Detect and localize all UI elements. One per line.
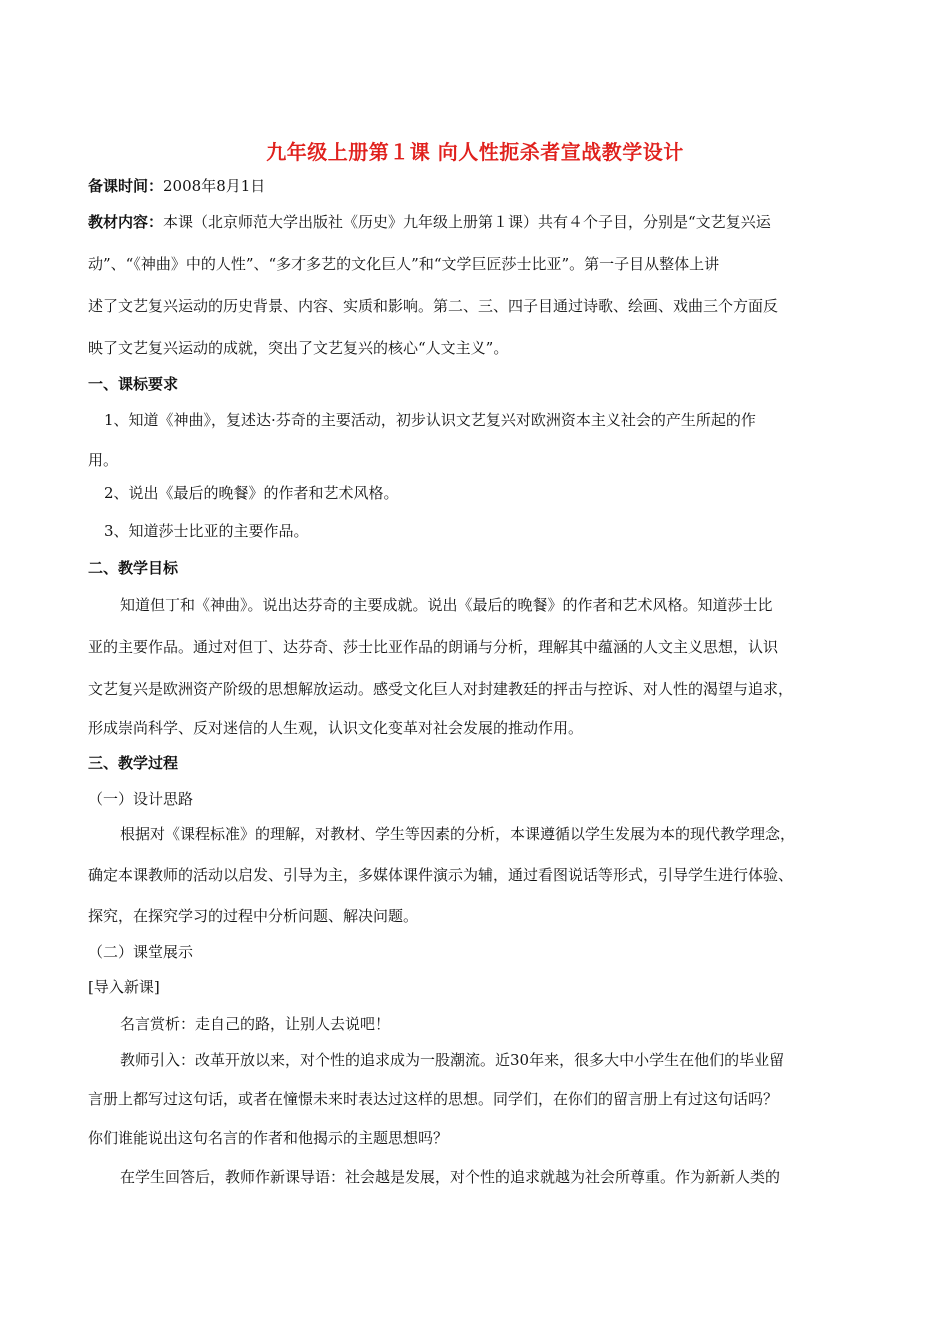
design-line-3: 探究，在探究学习的过程中分析问题、解决问题。	[88, 907, 419, 925]
section2-line-2: 亚的主要作品。通过对但丁、达芬奇、莎士比亚作品的朗诵与分析，理解其中蕴涵的人文主义思想，认识	[88, 638, 779, 656]
design-line-2: 确定本课教师的活动以启发、引导为主，多媒体课件演示为辅，通过看图说话等形式，引导学生进行体验、	[88, 866, 794, 884]
section2-heading: 二、教学目标	[88, 559, 179, 577]
teacher-line-2: 言册上都写过这句话，或者在憧憬未来时表达过这样的思想。同学们，在你们的留言册上有过这句话吗？	[88, 1090, 779, 1108]
document-title: 九年级上册第１课 向人性扼杀者宣战教学设计	[266, 140, 684, 164]
material-line-4: 映了文艺复兴运动的成就，突出了文艺复兴的核心“人文主义”。	[88, 339, 509, 357]
section1-item-1-cont: 用。	[88, 451, 119, 469]
section1-item-1: 1、知道《神曲》，复述达·芬奇的主要活动，初步认识文艺复兴对欧洲资本主义社会的产生所起的作	[104, 411, 756, 429]
intro-tag: [导入新课]	[88, 978, 160, 996]
section3-heading: 三、教学过程	[88, 754, 179, 772]
subsection-design-heading: （一）设计思路	[88, 790, 194, 808]
material-text-1: 本课（北京师范大学出版社《历史》九年级上册第１课）共有４个子目，分别是“文艺复兴运	[163, 213, 771, 231]
section2-line-4: 形成崇尚科学、反对迷信的人生观，认识文化变革对社会发展的推动作用。	[88, 719, 584, 737]
quote-line: 名言赏析：走自己的路，让别人去说吧！	[120, 1015, 391, 1033]
after-answer-line: 在学生回答后，教师作新课导语：社会越是发展，对个性的追求就越为社会所尊重。作为新新人类的	[120, 1168, 781, 1186]
material-line-3: 述了文艺复兴运动的历史背景、内容、实质和影响。第二、三、四子目通过诗歌、绘画、戏曲三个方面反	[88, 297, 779, 315]
section1-item-3: 3、知道莎士比亚的主要作品。	[104, 522, 309, 540]
prep-time-value: 2008年8月1日	[163, 177, 266, 195]
prep-time-line	[88, 175, 868, 197]
material-line-1	[88, 211, 868, 233]
section1-item-2: 2、说出《最后的晚餐》的作者和艺术风格。	[104, 484, 399, 502]
material-label: 教材内容：	[88, 213, 164, 231]
material-line-2: 动”、“《神曲》中的人性”、“多才多艺的文化巨人”和“文学巨匠莎士比亚”。第一子目从整体上讲	[88, 255, 720, 273]
section1-heading: 一、课标要求	[88, 375, 179, 393]
design-line-1: 根据对《课程标准》的理解，对教材、学生等因素的分析，本课遵循以学生发展为本的现代教学理念，	[120, 825, 796, 843]
section2-line-3: 文艺复兴是欧洲资产阶级的思想解放运动。感受文化巨人对封建教廷的抨击与控诉、对人性的渴望与追求，	[88, 680, 794, 698]
section2-line-1: 知道但丁和《神曲》。说出达芬奇的主要成就。说出《最后的晚餐》的作者和艺术风格。知道莎士比	[120, 596, 773, 614]
teacher-line-1: 教师引入：改革开放以来，对个性的追求成为一股潮流。近30年来，很多大中小学生在他们的毕业留	[120, 1051, 785, 1069]
prep-time-label: 备课时间：	[88, 177, 164, 195]
teacher-line-3: 你们谁能说出这句名言的作者和他揭示的主题思想吗？	[88, 1129, 449, 1147]
subsection-class-heading: （二）课堂展示	[88, 943, 194, 961]
